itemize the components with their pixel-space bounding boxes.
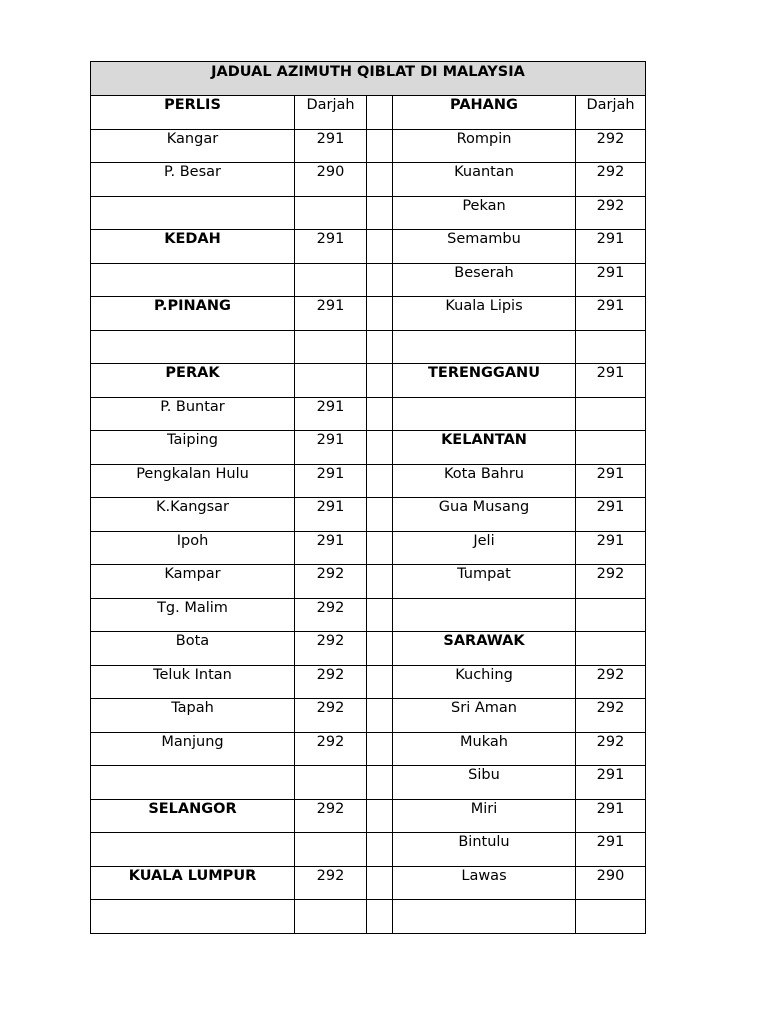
left-location-cell: Taiping (91, 431, 295, 465)
right-degree-cell: 291 (576, 766, 646, 800)
right-location-cell (393, 397, 576, 431)
left-degree-cell (295, 263, 367, 297)
left-degree-cell: 290 (295, 163, 367, 197)
table-row (91, 531, 646, 565)
table-row (91, 766, 646, 800)
right-degree-cell: 292 (576, 196, 646, 230)
spacer-cell (367, 498, 393, 532)
right-location-cell: Sibu (393, 766, 576, 800)
right-location-cell: Tumpat (393, 565, 576, 599)
left-location-cell: Manjung (91, 732, 295, 766)
right-degree-cell: 292 (576, 565, 646, 599)
left-degree-cell: 291 (295, 498, 367, 532)
table-row (91, 397, 646, 431)
spacer-cell (367, 531, 393, 565)
spacer-cell (367, 330, 393, 364)
right-degree-cell (576, 330, 646, 364)
table-row (91, 163, 646, 197)
left-location-cell (91, 196, 295, 230)
right-degree-cell: 291 (576, 230, 646, 264)
left-degree-cell: 291 (295, 397, 367, 431)
qiblat-azimuth-table (90, 61, 646, 934)
table-row (91, 96, 646, 130)
right-location-cell: Kota Bahru (393, 464, 576, 498)
left-degree-cell: 291 (295, 531, 367, 565)
right-degree-cell: 291 (576, 833, 646, 867)
right-degree-cell: 291 (576, 498, 646, 532)
right-location-cell: Beserah (393, 263, 576, 297)
table-row (91, 565, 646, 599)
table-row (91, 464, 646, 498)
left-location-cell (91, 263, 295, 297)
spacer-cell (367, 598, 393, 632)
right-degree-cell (576, 900, 646, 934)
left-degree-cell (295, 196, 367, 230)
left-location-cell: KEDAH (91, 230, 295, 264)
left-degree-cell (295, 364, 367, 398)
left-location-cell: P.PINANG (91, 297, 295, 331)
table-row (91, 632, 646, 666)
table-row (91, 732, 646, 766)
right-location-cell: KELANTAN (393, 431, 576, 465)
right-location-cell (393, 598, 576, 632)
table-row (91, 230, 646, 264)
right-degree-cell: 291 (576, 263, 646, 297)
left-degree-cell: 292 (295, 732, 367, 766)
table-row (91, 833, 646, 867)
right-location-cell: Lawas (393, 866, 576, 900)
right-location-cell: Jeli (393, 531, 576, 565)
left-location-cell: Tg. Malim (91, 598, 295, 632)
left-location-cell: Tapah (91, 699, 295, 733)
right-location-cell: Kuching (393, 665, 576, 699)
left-degree-cell (295, 900, 367, 934)
right-location-cell: SARAWAK (393, 632, 576, 666)
spacer-cell (367, 464, 393, 498)
left-degree-cell: 291 (295, 129, 367, 163)
left-degree-cell (295, 833, 367, 867)
left-degree-cell: 292 (295, 699, 367, 733)
right-location-cell (393, 900, 576, 934)
table-row (91, 330, 646, 364)
spacer-cell (367, 297, 393, 331)
left-location-cell: SELANGOR (91, 799, 295, 833)
right-location-cell: Mukah (393, 732, 576, 766)
right-location-cell: Rompin (393, 129, 576, 163)
spacer-cell (367, 565, 393, 599)
right-degree-cell: 291 (576, 364, 646, 398)
table-row (91, 699, 646, 733)
right-location-cell: TERENGGANU (393, 364, 576, 398)
left-location-cell: PERAK (91, 364, 295, 398)
table-row (91, 431, 646, 465)
table-row (91, 866, 646, 900)
right-location-cell: Kuala Lipis (393, 297, 576, 331)
right-degree-cell (576, 632, 646, 666)
spacer-cell (367, 129, 393, 163)
left-degree-cell (295, 330, 367, 364)
right-degree-cell: 292 (576, 163, 646, 197)
right-degree-cell (576, 431, 646, 465)
left-degree-cell (295, 766, 367, 800)
left-degree-cell: 291 (295, 297, 367, 331)
spacer-cell (367, 230, 393, 264)
left-location-cell: KUALA LUMPUR (91, 866, 295, 900)
right-degree-cell: 292 (576, 129, 646, 163)
right-degree-cell (576, 598, 646, 632)
spacer-cell (367, 866, 393, 900)
spacer-cell (367, 632, 393, 666)
left-degree-cell: 292 (295, 565, 367, 599)
spacer-cell (367, 665, 393, 699)
left-degree-cell: 291 (295, 431, 367, 465)
right-degree-cell: 291 (576, 531, 646, 565)
spacer-cell (367, 96, 393, 130)
spacer-cell (367, 833, 393, 867)
right-location-cell: Sri Aman (393, 699, 576, 733)
left-location-cell: Kangar (91, 129, 295, 163)
table-body (91, 62, 646, 934)
left-location-cell (91, 766, 295, 800)
spacer-cell (367, 397, 393, 431)
left-degree-cell: 291 (295, 464, 367, 498)
right-degree-cell: Darjah (576, 96, 646, 130)
qiblat-document (90, 61, 645, 906)
right-location-cell: Pekan (393, 196, 576, 230)
right-degree-cell: 291 (576, 297, 646, 331)
left-location-cell: PERLIS (91, 96, 295, 130)
right-degree-cell: 292 (576, 665, 646, 699)
spacer-cell (367, 799, 393, 833)
table-row (91, 799, 646, 833)
table-row (91, 364, 646, 398)
table-title: JADUAL AZIMUTH QIBLAT DI MALAYSIA (91, 62, 646, 96)
table-row (91, 900, 646, 934)
left-degree-cell: Darjah (295, 96, 367, 130)
right-location-cell: Kuantan (393, 163, 576, 197)
spacer-cell (367, 196, 393, 230)
left-location-cell: P. Buntar (91, 397, 295, 431)
spacer-cell (367, 263, 393, 297)
spacer-cell (367, 163, 393, 197)
spacer-cell (367, 364, 393, 398)
table-row (91, 196, 646, 230)
left-degree-cell: 292 (295, 632, 367, 666)
right-degree-cell: 292 (576, 732, 646, 766)
right-location-cell: PAHANG (393, 96, 576, 130)
table-row (91, 665, 646, 699)
spacer-cell (367, 900, 393, 934)
spacer-cell (367, 431, 393, 465)
left-location-cell: Teluk Intan (91, 665, 295, 699)
right-degree-cell (576, 397, 646, 431)
title-row (91, 62, 646, 96)
right-location-cell: Bintulu (393, 833, 576, 867)
left-degree-cell: 292 (295, 799, 367, 833)
table-row (91, 263, 646, 297)
right-degree-cell: 291 (576, 464, 646, 498)
table-row (91, 129, 646, 163)
right-location-cell (393, 330, 576, 364)
right-location-cell: Miri (393, 799, 576, 833)
spacer-cell (367, 699, 393, 733)
right-location-cell: Gua Musang (393, 498, 576, 532)
left-degree-cell: 292 (295, 665, 367, 699)
spacer-cell (367, 766, 393, 800)
spacer-cell (367, 732, 393, 766)
left-location-cell (91, 330, 295, 364)
left-location-cell: Bota (91, 632, 295, 666)
table-row (91, 498, 646, 532)
left-degree-cell: 292 (295, 598, 367, 632)
right-degree-cell: 292 (576, 699, 646, 733)
left-location-cell: Kampar (91, 565, 295, 599)
left-degree-cell: 292 (295, 866, 367, 900)
left-location-cell: P. Besar (91, 163, 295, 197)
left-location-cell: Ipoh (91, 531, 295, 565)
right-degree-cell: 290 (576, 866, 646, 900)
table-row (91, 598, 646, 632)
left-location-cell (91, 833, 295, 867)
right-degree-cell: 291 (576, 799, 646, 833)
table-row (91, 297, 646, 331)
left-location-cell: Pengkalan Hulu (91, 464, 295, 498)
left-location-cell (91, 900, 295, 934)
right-location-cell: Semambu (393, 230, 576, 264)
left-location-cell: K.Kangsar (91, 498, 295, 532)
left-degree-cell: 291 (295, 230, 367, 264)
